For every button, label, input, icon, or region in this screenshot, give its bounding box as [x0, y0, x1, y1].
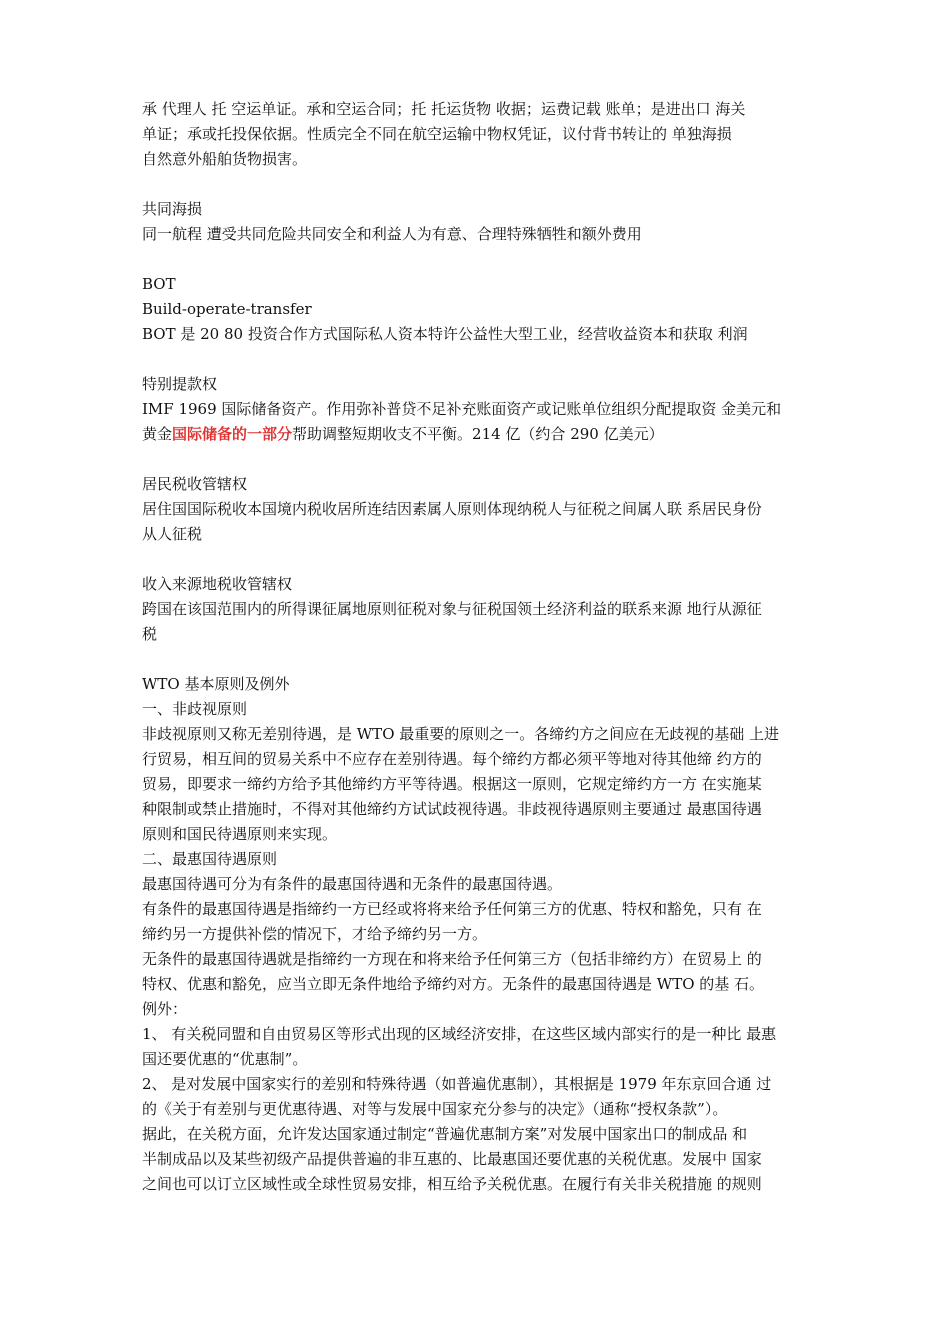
intro-line: 自然意外船舶货物损害。 — [142, 150, 308, 168]
exception-2-line: 据此，在关税方面，允许发达国家通过制定“普遍优惠制方案”对发展中国家出口的制成品 和 — [142, 1125, 748, 1143]
conditional-mfn-line: 有条件的最惠国待遇是指缔约一方已经或将将来给予任何第三方的优惠、特权和豁免，只有 在 — [142, 900, 762, 918]
sdr-line — [142, 422, 822, 447]
exception-2-line: 之间也可以订立区域性或全球性贸易安排，相互给予关税优惠。在履行有关非关税措施 的规则 — [142, 1175, 762, 1193]
sdr-highlight: 国际储备的一部分 — [172, 425, 293, 443]
exception-1-line: 国还要优惠的“优惠制”。 — [142, 1050, 308, 1068]
sdr-line: IMF 1969 国际储备资产。作用弥补普贷不足补充账面资产或记账单位组织分配提取资 金美元和 — [142, 400, 782, 418]
conditional-mfn-line: 缔约另一方提供补偿的情况下，才给予缔约另一方。 — [142, 925, 488, 943]
sdr-line-prefix: 黄金 — [142, 425, 173, 443]
intro-line: 单证；承或托投保依据。性质完全不同在航空运输中物权凭证，议付背书转让的 单独海损 — [142, 125, 732, 143]
source-tax-line: 税 — [142, 625, 158, 643]
non-discrimination-line: 贸易，即要求一缔约方给予其他缔约方平等待遇。根据这一原则，它规定缔约方一方 在实施某 — [142, 775, 762, 793]
unconditional-mfn-line: 无条件的最惠国待遇就是指缔约一方现在和将来给予任何第三方（包括非缔约方）在贸易上 的 — [142, 950, 762, 968]
exception-2-line: 的《关于有差别与更优惠待遇、对等与发展中国家充分参与的决定》（通称“授权条款”）。 — [142, 1100, 728, 1118]
source-tax-line: 跨国在该国范围内的所得课征属地原则征税对象与征税国领土经济利益的联系来源 地行从源征 — [142, 600, 762, 618]
intro-line: 承 代理人 托 空运单证。承和空运合同；托 托运货物 收据；运费记载 账单；是进出口 海关 — [142, 100, 746, 118]
bot-title: BOT — [142, 275, 176, 293]
bot-subtitle: Build-operate-transfer — [142, 300, 312, 318]
general-average-body: 同一航程 遭受共同危险共同安全和利益人为有意、合理特殊牺牲和额外费用 — [142, 225, 642, 243]
non-discrimination-title: 一、非歧视原则 — [142, 700, 248, 718]
non-discrimination-line: 行贸易，相互间的贸易关系中不应存在差别待遇。每个缔约方都必须平等地对待其他缔 约方的 — [142, 750, 762, 768]
non-discrimination-line: 原则和国民待遇原则来实现。 — [142, 825, 338, 843]
exception-2-line: 半制成品以及某些初级产品提供普遍的非互惠的、比最惠国还要优惠的关税优惠。发展中 国家 — [142, 1150, 762, 1168]
non-discrimination-line: 种限制或禁止措施时，不得对其他缔约方试试歧视待遇。非歧视待遇原则主要通过 最惠国待遇 — [142, 800, 762, 818]
non-discrimination-line: 非歧视原则又称无差别待遇，是 WTO 最重要的原则之一。各缔约方之间应在无歧视的基础 上进 — [142, 725, 780, 743]
resident-tax-title: 居民税收管辖权 — [142, 475, 248, 493]
mfn-title: 二、最惠国待遇原则 — [142, 850, 278, 868]
exception-2-line: 2、 是对发展中国家实行的差别和特殊待遇（如普遍优惠制），其根据是 1979 年东京回合通 过 — [142, 1075, 772, 1093]
source-tax-title: 收入来源地税收管辖权 — [142, 575, 293, 593]
resident-tax-line: 从人征税 — [142, 525, 203, 543]
bot-body: BOT 是 20 80 投资合作方式国际私人资本特许公益性大型工业，经营收益资本和获取 利润 — [142, 325, 748, 343]
unconditional-mfn-line: 特权、优惠和豁免，应当立即无条件地给予缔约对方。无条件的最惠国待遇是 WTO 的基 石。 — [142, 975, 765, 993]
exception-1-line: 1、 有关税同盟和自由贸易区等形式出现的区域经济安排，在这些区域内部实行的是一种比 最惠 — [142, 1025, 777, 1043]
mfn-intro: 最惠国待遇可分为有条件的最惠国待遇和无条件的最惠国待遇。 — [142, 875, 563, 893]
wto-title: WTO 基本原则及例外 — [142, 675, 290, 693]
document-page — [142, 97, 822, 1197]
exceptions-label: 例外： — [142, 1000, 188, 1018]
sdr-line-suffix: 帮助调整短期收支不平衡。214 亿（约合 290 亿美元） — [292, 425, 664, 443]
resident-tax-line: 居住国国际税收本国境内税收居所连结因素属人原则体现纳税人与征税之间属人联 系居民身份 — [142, 500, 762, 518]
general-average-title: 共同海损 — [142, 200, 203, 218]
sdr-title: 特别提款权 — [142, 375, 218, 393]
